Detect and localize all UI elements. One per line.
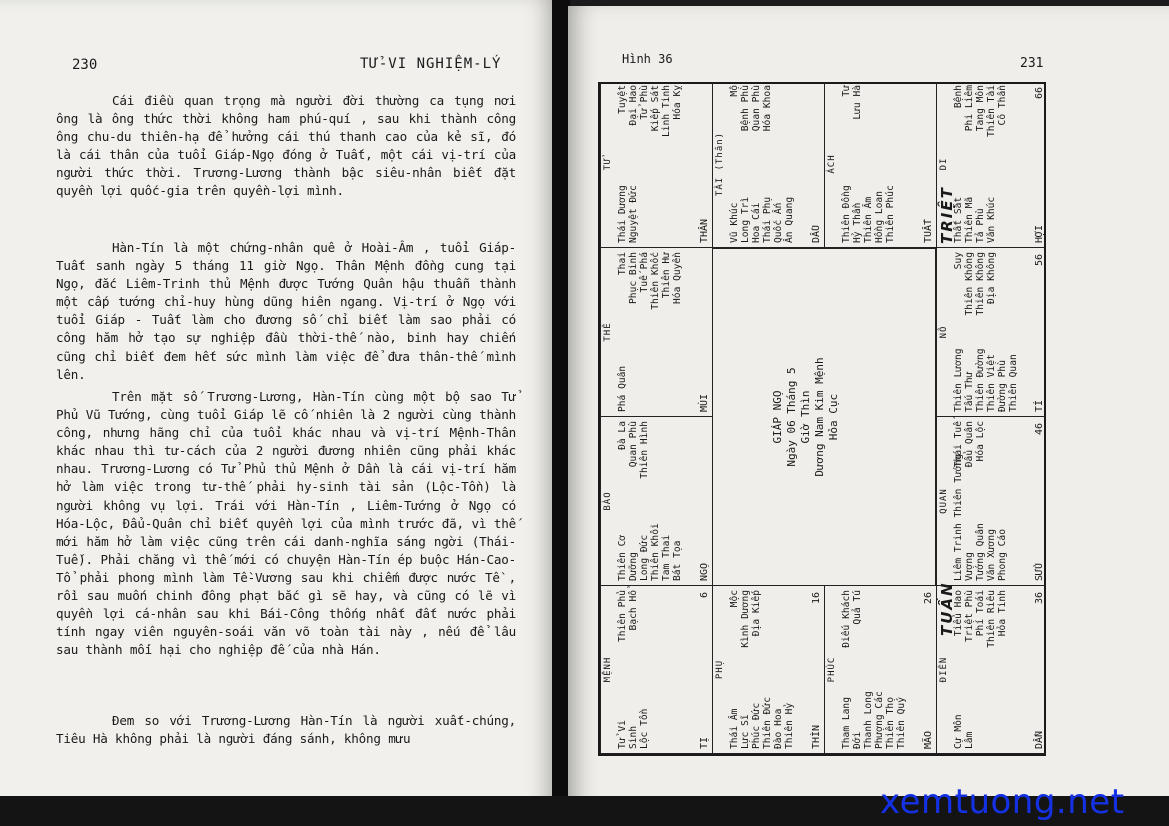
cell-menh: MỆNH Tử Vi Sinh Lộc Tồn Thiên Phủ Bạch Hổ TỊ 6: [600, 585, 713, 754]
paragraph: Đem so với Trương-Lương Hàn-Tín là người xuất-chúng, Tiêu Hà không phải là người đáng sánh, không mưu: [56, 713, 516, 747]
triet-mark: TRIỆT: [938, 186, 956, 244]
cell-no: NÔ Thiên Lương Tấu Thư Thiên Đường Thiên Việt Đường Phù Thiên Quan Suy Thiên Không Thiên Không Địa Không TÍ 56: [936, 247, 1046, 417]
cell-bao: BÀO Thiên Cơ Dưỡng Long Đức Thiên Khôi Tam Thai Bát Tọa Đà La Quan Phù Thiên Hình NGỌ: [600, 416, 713, 586]
tuan-mark: TUẦN: [938, 581, 956, 636]
cell-tu: TỬ Thái Dương Nguyệt Đức Tuyệt Đại Hao Tử Phù Kiếp Sát Linh Tinh Hóa Kỵ THÂN: [600, 82, 713, 248]
chart-grid: [598, 82, 1046, 756]
site-watermark: xemtuong.net: [880, 782, 1125, 822]
left-page: [0, 0, 556, 812]
cell-di: DI Thất Sát Thiên Mã Tả Phù Văn Khúc Bệnh Phi Liêm Tang Môn Thiên Tài Cô Thần HỢI 66: [936, 82, 1046, 248]
page-number: 231: [1020, 56, 1044, 71]
page-number: 230: [72, 57, 98, 73]
cell-ach: ÁCH Thiên Đồng Hỷ Thần Thiên Âm Hồng Loan Thiên Phúc Tử Lưu Hà TUẤT: [824, 82, 937, 248]
horoscope-chart: [598, 82, 1046, 756]
cell-phu: PHỤ Thái Âm Lực Sĩ Phúc Đức Thiên Đức Đào Hoa Thiên Hỷ Mộc Kình Dương Địa Kiếp THÌN 16: [712, 585, 825, 754]
cell-quan: QUAN Liêm Trinh Thiên Tướng Vượng Tướng Quân Văn Xương Phong Cáo Thái Tuế Đẩu Quân Hóa Lộc SỬU 46: [936, 416, 1046, 586]
cell-dien: ĐIỀN Cự Môn Lâm Tiểu Hao Triệt Phù Phí Toái Thiên Riêu Hỏa Tinh DẦN 36: [936, 585, 1046, 754]
cell-phuc: PHÚC Tham Lang Đới Thanh Long Phượng Các Thiên Thọ Thiên Quý Điếu Khách Quả Tú MÃO 26: [824, 585, 937, 754]
birth-info: GIÁP NGỌ Ngày 06 Tháng 5 Giờ Thìn Dương Nam Kim Mệnh Hỏa Cục: [771, 357, 840, 477]
cell-the: THÊ Phá Quân Thai Phục Binh Tuế Phá Thiên Khốc Thiên Hư Hóa Quyền MÙI: [600, 247, 713, 417]
cell-tai: TÀI (Thân) Vũ Khúc Long Trì Hoa Cái Thái Phụ Quốc Ấn Ân Quang Mộ Bệnh Phù Quan Phù Hóa Khoa DẦU: [712, 82, 825, 248]
figure-label: Hình 36: [622, 52, 673, 66]
paragraph: Hàn-Tín là một chứng-nhân quê ở Hoài-Âm , tuổi Giáp-Tuất sanh ngày 5 tháng 11 giờ Ngọ. Thân Mệnh đồng cung tại Ngọ, đắc Liêm-Trinh thủ Mệnh được Tướng Quân hậu thuẫn thành một cấp tướng chỉ-huy hùng dũng hiên ngang. Vị-trí ở Ngọ với tuổi Giáp - Tuất làm cho đương số chỉ biết làm sao phải có công hăm hở tạo sự nghiệp đầu thời-thế nào, binh hay chiến cũng chỉ biết đem hết sức mình làm việc để đưa thân-thế mình lên.: [56, 240, 516, 382]
running-title: TỬ-VI NGHIỆM-LÝ: [360, 56, 502, 72]
chart-center: [712, 248, 936, 586]
paragraph: Cái điều quan trọng mà người đời thường ca tụng nơi ông là ông thức thời không ham phú-quí , sau khi thành công ông chu-du thiên-hạ để hưởng cái thú thanh cao của kẻ sĩ, đó là cái thân của tuổi Giáp-Ngọ đóng ở Tuất, một cái vị-trí của người thức thời. Trương-Lương thành bậc siêu-nhân biết đặt quyền lợi quốc-gia trên quyền-lợi mình.: [56, 93, 516, 199]
paragraph: Trên mặt số Trương-Lương, Hàn-Tín cùng một bộ sao Tử Phủ Vũ Tướng, cùng tuổi Giáp lẽ cố nhiên là 2 người cùng thành công, nhưng hãng chỉ của tuổi khác nhau và vị-trí Mệnh-Thân khác nhau thì tư-cách của 2 người đương nhiên cũng phải khác nhau. Trương-Lương có Tử Phủ thủ Mệnh ở Dần là cái vị-trí hăm hở làm việc trong tư-thế phải hy-sinh tài sản (Lộc-Tồn) là người không vụ lợi. Trái với Hàn-Tín , Liêm-Tướng ở Ngọ có Hóa-Lộc, Đẩu-Quân chỉ biết quyền lợi của mình trước đã, vì thế mới hăm hở làm việc cũng trên cái danh-nghĩa sáng ngời (Thái-Tuế). Phải chăng vì thế mới có chuyện Hàn-Tín ép buộc Hán-Cao-Tổ phải phong mình làm Tề-Vương sau khi chiếm được nước Tề , rồi sau muốn chinh đông phạt bắc gì sẽ hay, và cũng có lẽ vì quyền lợi cá-nhân sau khi Bái-Công thống nhất đất nước phải tính ngay viên nguyên-soái văn võ toàn tài này , nếu để lâu sau thành mối hại cho nghiệp đế của nhà Hán.: [56, 389, 516, 658]
